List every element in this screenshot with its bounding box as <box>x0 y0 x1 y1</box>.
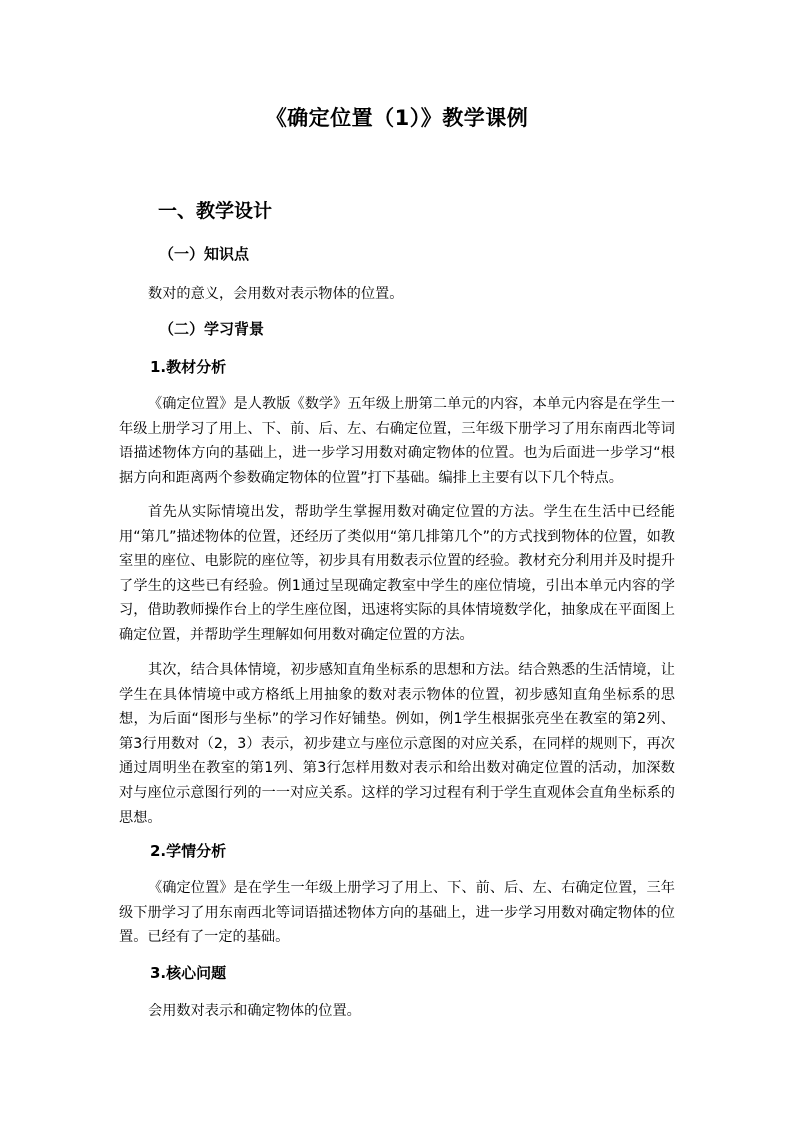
subsection-heading-learning-background: （二）学习背景 <box>159 320 265 338</box>
document-title: 《确定位置（1）》教学课例 <box>265 106 529 130</box>
core-question-text: 会用数对表示和确定物体的位置。 <box>148 1003 361 1019</box>
item-heading-core-question: 3.核心问题 <box>150 964 227 982</box>
learner-analysis-paragraph: 《确定位置》是在学生一年级上册学习了用上、下、前、后、左、右确定位置，三年级下册学习了用东南西北等词语描述物体方向的基础上，进一步学习用数对确定物体的位置。已经有了一定的基础。 <box>119 880 675 946</box>
textbook-analysis-paragraph-2: 首先从实际情境出发，帮助学生掌握用数对确定位置的方法。学生在生活中已经能用“第几”描述物体的位置，还经历了类似用“第几排第几个”的方式找到物体的位置，如教室里的座位、电影院的座位等，初步具有用数表示位置的经验。教材充分利用并及时提升了学生的这些已有经验。例1通过呈现确定教室中学生的座位情境，引出本单元内容的学习，借助教师操作台上的学生座位图，迅速将实际的具体情境数学化，抽象成在平面图上确定位置，并帮助学生理解如何用数对确定位置的方法。 <box>119 504 675 643</box>
subsection-heading-knowledge-point: （一）知识点 <box>159 245 250 263</box>
knowledge-point-text: 数对的意义，会用数对表示物体的位置。 <box>148 286 404 302</box>
textbook-analysis-paragraph-3: 其次，结合具体情境，初步感知直角坐标系的思想和方法。结合熟悉的生活情境，让学生在具体情境中或方格纸上用抽象的数对表示物体的位置，初步感知直角坐标系的思想，为后面“图形与坐标”的学习作好铺垫。例如，例1学生根据张亮坐在教室的第2列、第3行用数对（2，3）表示，初步建立与座位示意图的对应关系，在同样的规则下，再次通过周明坐在教室的第1列、第3行怎样用数对表示和给出数对确定位置的活动，加深数对与座位示意图行列的一一对应关系。这样的学习过程有利于学生直观体会直角坐标系的思想。 <box>119 662 675 826</box>
item-heading-textbook-analysis: 1.教材分析 <box>150 358 227 376</box>
item-heading-learner-analysis: 2.学情分析 <box>150 842 227 860</box>
section-heading-teaching-design: 一、教学设计 <box>158 200 273 222</box>
textbook-analysis-paragraph-1: 《确定位置》是人教版《数学》五年级上册第二单元的内容，本单元内容是在学生一年级上册学习了用上、下、前、后、左、右确定位置，三年级下册学习了用东南西北等词语描述物体方向的基础上，进一步学习用数对确定物体的位置。也为后面进一步学习“根据方向和距离两个参数确定物体的位置”打下基础。编排上主要有以下几个特点。 <box>119 396 675 486</box>
